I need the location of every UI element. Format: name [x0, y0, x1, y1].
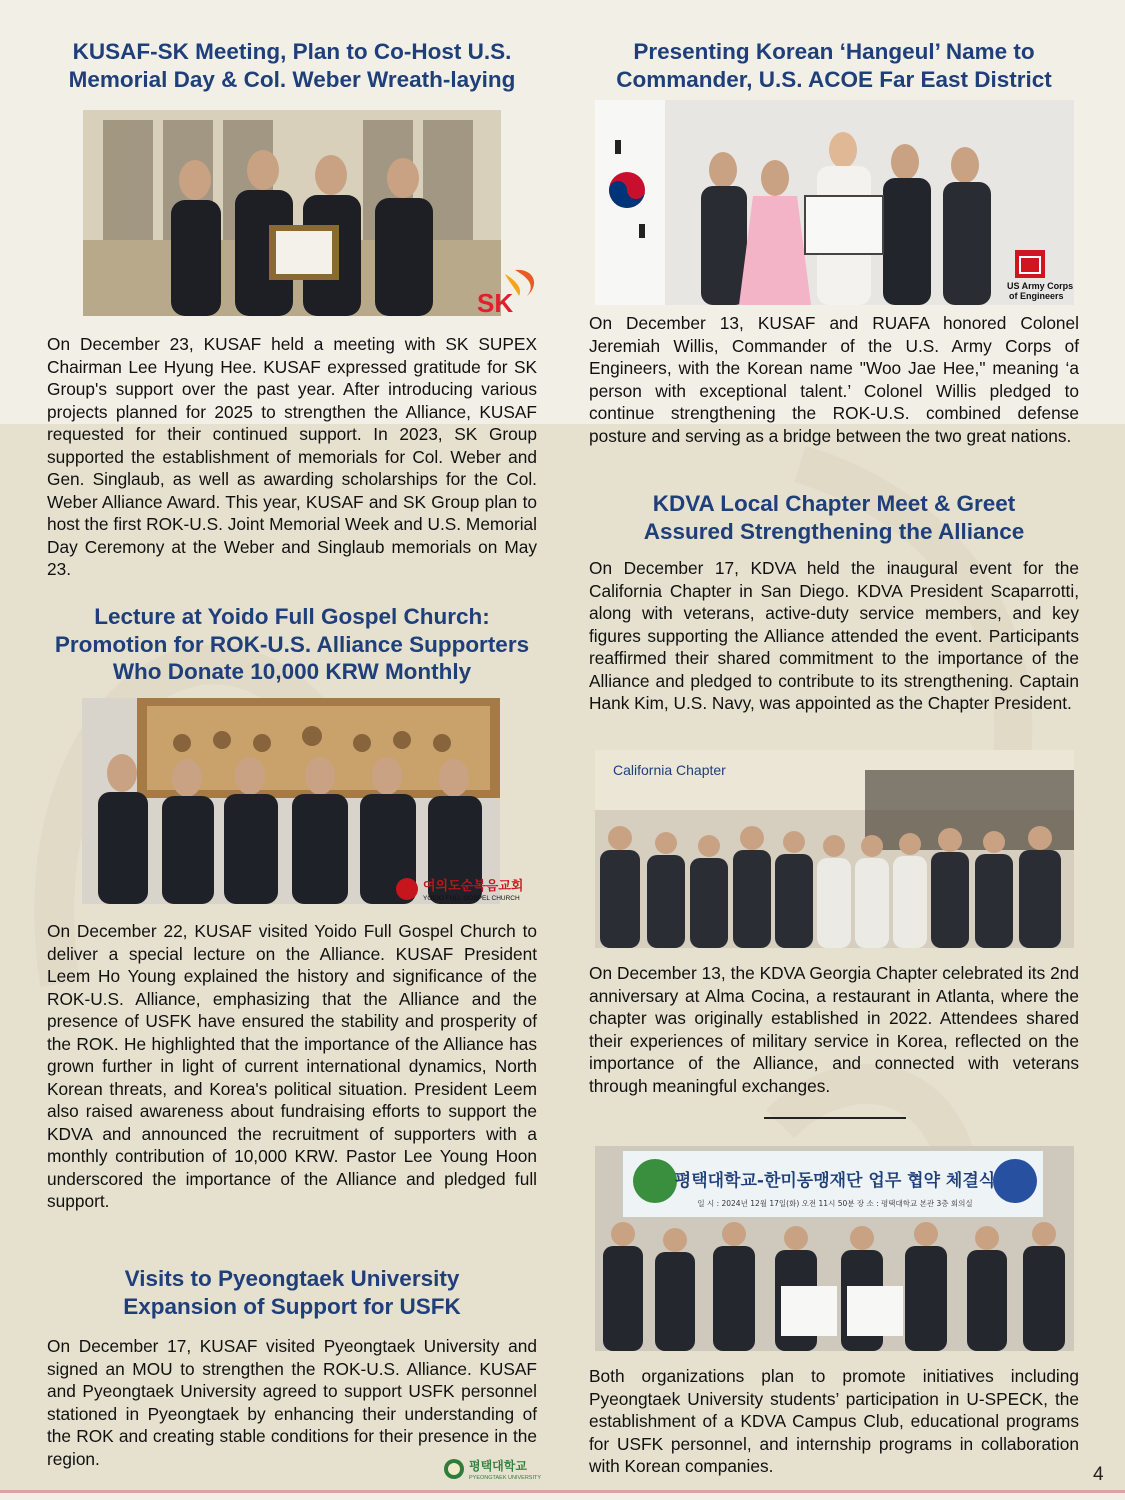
sk-logo: [475, 266, 545, 316]
paragraph-kdva-georgia: On December 13, the KDVA Georgia Chapter celebrated its 2nd anniversary at Alma Cocina, a restaurant in Atlanta, where the chapter was originally established in 2022. Attendees shared their experiences of military service in Korea, reflected on the importance of the Alliance, and connected with veterans through meaningful exchanges.: [589, 963, 1079, 1096]
pyeongtaek-university-logo: [443, 1456, 543, 1482]
paragraph-yoido-lecture: On December 22, KUSAF visited Yoido Full Gospel Church to deliver a special lecture on the Alliance. KUSAF President Leem Ho Young explained the history and significance of the ROK-U.S. Alliance, emphasizing that the Alliance and the presence of USFK have ensured the stability and prosperity of the ROK. He highlighted that the importance of the Alliance has grown further in light of current international dynamics, North Korean threats, and Korea's political situation. President Leem also raised awareness about fundraising efforts to support the KDVA and announced the recruitment of supporters with a monthly contribution of 10,000 KRW. Pastor Lee Young Hoon underscored the importance of the Alliance and pledged full support.: [47, 921, 537, 1211]
heading-line: Assured Strengthening the Alliance: [643, 518, 1025, 544]
photo-pyeongtaek-mou: [595, 1146, 1074, 1351]
paragraph-sk-meeting: On December 23, KUSAF held a meeting with SK SUPEX Chairman Lee Hyung Hee. KUSAF expressed gratitude for SK Group's support over the past year. After introducing various projects planned for 2025 to strengthen the Alliance, KUSAF requested for their continued support. In 2023, SK Group supported the establishment of memorials for Col. Weber and Gen. Singlaub, as well as awarding scholarships for the Col. Weber Alliance Award. This year, KUSAF and SK Group plan to host the first ROK-U.S. Joint Memorial Week and U.S. Memorial Day Ceremony at the Weber and Singlaub memorials on May 23.: [47, 334, 537, 579]
photo-california-chapter: [595, 750, 1074, 948]
usace-logo: [1007, 250, 1087, 302]
usace-logo-line1: US Army Corps: [1007, 281, 1074, 291]
paragraph-pyeongtaek-visit: On December 17, KUSAF visited Pyeongtaek University and signed an MOU to strengthen the ROK-U.S. Alliance. KUSAF and Pyeongtaek University agreed to support USFK personnel stationed in Pyeongtaek by enhancing their understanding of the ROK and creating stable conditions for their presence in the region.: [47, 1336, 537, 1469]
heading-line: Presenting Korean ‘Hangeul’ Name to: [633, 39, 1035, 64]
heading-hangeul-name: [589, 38, 1079, 93]
banner-subtitle: 일 시 : 2024년 12월 17일(화) 오전 11시 50분 장 소 : 평택대학교 본관 3층 회의실: [697, 1199, 973, 1208]
usace-logo-line2: of Engineers: [1009, 291, 1064, 301]
heading-pyeongtaek-visit: [47, 1265, 537, 1320]
heading-kdva-chapter: [589, 490, 1079, 545]
heading-sk-meeting: [47, 38, 537, 93]
heading-line: Lecture at Yoido Full Gospel Church:: [94, 604, 490, 629]
bottom-rule: [0, 1490, 1125, 1493]
heading-line: Visits to Pyeongtaek University: [124, 1266, 460, 1291]
photo-hangeul-name: [595, 100, 1074, 305]
paragraph-hangeul-name: On December 13, KUSAF and RUAFA honored Colonel Jeremiah Willis, Commander of the U.S. Army Corps of Engineers, with the Korean name "Woo Jae Hee," meaning ‘a person with exceptional talent.’ Colonel Willis pledged to continue strengthening the ROK-U.S. combined defense posture and serving as a bridge between the two great nations.: [589, 313, 1079, 446]
california-chapter-caption: California Chapter: [613, 762, 726, 778]
church-logo-ko: 여의도순복음교회: [423, 878, 524, 893]
heading-line: Expansion of Support for USFK: [123, 1293, 461, 1319]
heading-line: Promotion for ROK-U.S. Alliance Supporters: [54, 631, 530, 657]
photo-sk-meeting: [83, 110, 501, 316]
church-logo-en: YOIDO FULL GOSPEL CHURCH: [423, 895, 520, 902]
heading-line: KUSAF-SK Meeting, Plan to Co-Host U.S.: [72, 39, 512, 64]
pyeongtaek-logo-ko: 평택대학교: [469, 1459, 527, 1473]
paragraph-mou-initiatives: Both organizations plan to promote initiatives including Pyeongtaek University students’ participation in U-SPECK, the establishment of a KDVA Campus Club, educational programs for USFK personnel, and internship programs in collaboration with Korean companies.: [589, 1366, 1079, 1476]
heading-line: Who Donate 10,000 KRW Monthly: [112, 659, 472, 684]
sk-logo-text: SK: [477, 288, 514, 316]
heading-line: Memorial Day & Col. Weber Wreath-laying: [68, 66, 516, 92]
page-number: 4: [1093, 1464, 1104, 1485]
heading-line: KDVA Local Chapter Meet & Greet: [652, 491, 1016, 516]
banner-title: 평택대학교-한미동맹재단 업무 협약 체결식: [674, 1171, 996, 1191]
section-divider: [764, 1117, 906, 1119]
heading-yoido-lecture: [47, 603, 537, 686]
heading-line: Commander, U.S. ACOE Far East District: [616, 66, 1052, 92]
pyeongtaek-logo-en: PYEONGTAEK UNIVERSITY: [469, 1475, 542, 1481]
paragraph-kdva-california: On December 17, KDVA held the inaugural event for the California Chapter in San Diego. KDVA President Scaparrotti, along with veterans, active-duty service members, and key figures supporting the Alliance attended the event. Participants reaffirmed their shared commitment to the importance of the Alliance and pledged to contribute to its strengthening. Captain Hank Kim, U.S. Navy, was appointed as the Chapter President.: [589, 558, 1079, 713]
yoido-church-logo: [395, 874, 535, 904]
